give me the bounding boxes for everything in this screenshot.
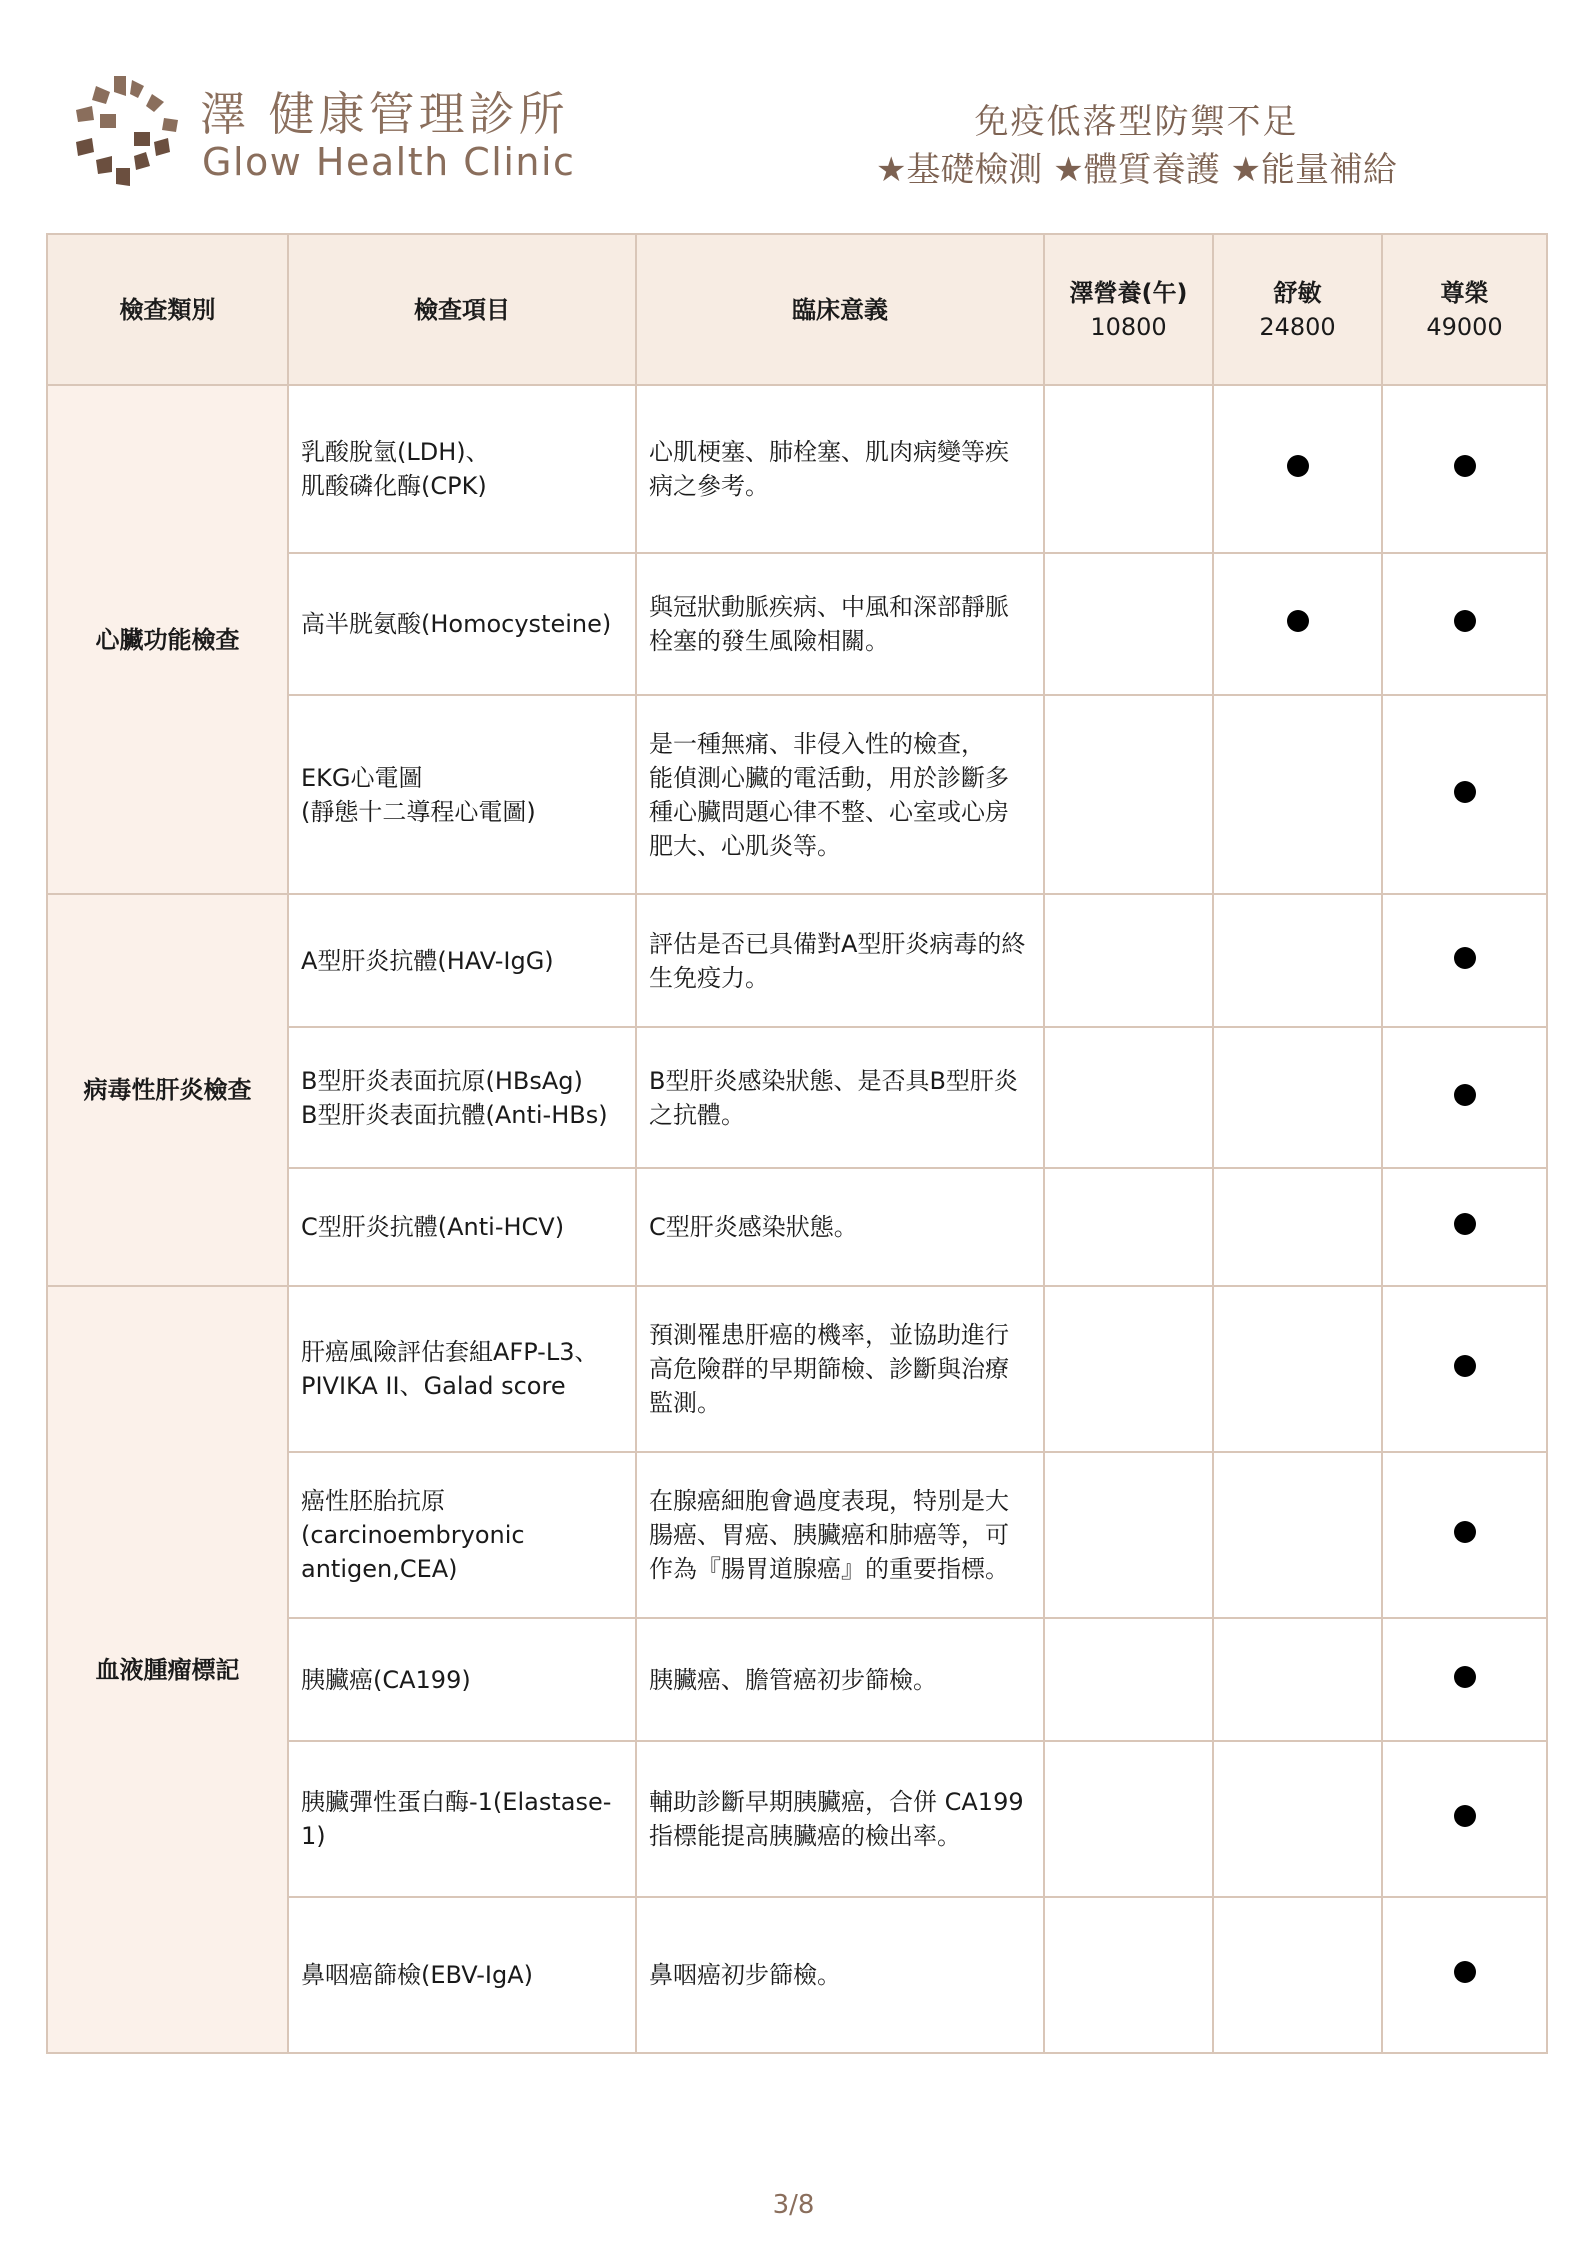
plan-3-inclusion-cell xyxy=(1382,894,1547,1027)
plan-3-inclusion-cell xyxy=(1382,553,1547,695)
included-dot-icon xyxy=(1287,610,1309,632)
plan-3-inclusion-cell xyxy=(1382,695,1547,894)
plan-3-inclusion-cell xyxy=(1382,1618,1547,1741)
exam-item-cell: EKG心電圖 (靜態十二導程心電圖) xyxy=(288,695,636,894)
plan-1-name: 澤營養(午) xyxy=(1069,278,1188,307)
exam-item-cell: B型肝炎表面抗原(HBsAg) B型肝炎表面抗體(Anti-HBs) xyxy=(288,1027,636,1168)
category-cell: 血液腫瘤標記 xyxy=(47,1286,288,2053)
plan-3-inclusion-cell xyxy=(1382,1027,1547,1168)
table-row xyxy=(47,385,1547,553)
clinical-meaning-cell: 胰臟癌、膽管癌初步篩檢。 xyxy=(636,1618,1044,1741)
plan-1-inclusion-cell xyxy=(1044,894,1213,1027)
clinic-name-english: Glow Health Clinic xyxy=(202,140,576,184)
plan-1-inclusion-cell xyxy=(1044,385,1213,553)
clinical-meaning-cell: 心肌梗塞、肺栓塞、肌肉病變等疾 病之參考。 xyxy=(636,385,1044,553)
clinical-meaning-cell: 是一種無痛、非侵入性的檢查， 能偵測心臟的電活動，用於診斷多 種心臟問題心律不整、心室或心房 肥大、心肌炎等。 xyxy=(636,695,1044,894)
header-plan-1 xyxy=(1044,234,1213,385)
tagline-line-1: 免疫低落型防禦不足 xyxy=(974,102,1299,142)
header-plan-3 xyxy=(1382,234,1547,385)
plan-2-inclusion-cell xyxy=(1213,1027,1382,1168)
plan-1-inclusion-cell xyxy=(1044,553,1213,695)
included-dot-icon xyxy=(1454,455,1476,477)
included-dot-icon xyxy=(1454,1084,1476,1106)
clinical-meaning-cell: 鼻咽癌初步篩檢。 xyxy=(636,1897,1044,2053)
included-dot-icon xyxy=(1454,610,1476,632)
header-plan-2 xyxy=(1213,234,1382,385)
tagline-line-2: ★基礎檢測 ★體質養護 ★能量補給 xyxy=(875,150,1397,190)
clinical-meaning-cell: B型肝炎感染狀態、是否具B型肝炎 之抗體。 xyxy=(636,1027,1044,1168)
plan-1-inclusion-cell xyxy=(1044,695,1213,894)
exam-item-cell: C型肝炎抗體(Anti-HCV) xyxy=(288,1168,636,1286)
page-header xyxy=(0,0,1587,220)
exam-item-cell: 鼻咽癌篩檢(EBV-IgA) xyxy=(288,1897,636,2053)
table-row xyxy=(47,1286,1547,1452)
package-tagline xyxy=(876,98,1397,194)
plan-3-inclusion-cell xyxy=(1382,1741,1547,1897)
clinical-meaning-cell: 在腺癌細胞會過度表現，特別是大 腸癌、胃癌、胰臟癌和肺癌等，可 作為『腸胃道腺癌』的重要指標。 xyxy=(636,1452,1044,1618)
page-number: 3/8 xyxy=(772,2190,815,2220)
clinic-logo-icon xyxy=(72,72,182,188)
exam-item-cell: 乳酸脫氫(LDH)、 肌酸磷化酶(CPK) xyxy=(288,385,636,553)
clinic-name-chinese: 澤 健康管理診所 xyxy=(200,87,569,141)
plan-2-inclusion-cell xyxy=(1213,1618,1382,1741)
plan-1-inclusion-cell xyxy=(1044,1741,1213,1897)
plan-1-inclusion-cell xyxy=(1044,1897,1213,2053)
plan-3-inclusion-cell xyxy=(1382,1452,1547,1618)
plan-1-price: 10800 xyxy=(1090,312,1167,341)
exam-item-cell: 胰臟彈性蛋白酶-1(Elastase-1) xyxy=(288,1741,636,1897)
plan-2-inclusion-cell xyxy=(1213,1168,1382,1286)
included-dot-icon xyxy=(1454,1805,1476,1827)
clinical-meaning-cell: 預測罹患肝癌的機率，並協助進行 高危險群的早期篩檢、診斷與治療 監測。 xyxy=(636,1286,1044,1452)
plan-1-inclusion-cell xyxy=(1044,1286,1213,1452)
table-body xyxy=(47,385,1547,2053)
plan-3-inclusion-cell xyxy=(1382,1168,1547,1286)
included-dot-icon xyxy=(1454,1355,1476,1377)
clinical-meaning-cell: C型肝炎感染狀態。 xyxy=(636,1168,1044,1286)
included-dot-icon xyxy=(1454,1521,1476,1543)
plan-2-inclusion-cell xyxy=(1213,894,1382,1027)
plan-2-inclusion-cell xyxy=(1213,1452,1382,1618)
included-dot-icon xyxy=(1454,947,1476,969)
plan-1-inclusion-cell xyxy=(1044,1452,1213,1618)
plan-2-inclusion-cell xyxy=(1213,385,1382,553)
included-dot-icon xyxy=(1454,1961,1476,1983)
clinical-meaning-cell: 評估是否已具備對A型肝炎病毒的終 生免疫力。 xyxy=(636,894,1044,1027)
category-cell: 心臟功能檢查 xyxy=(47,385,288,894)
exam-item-cell: 高半胱氨酸(Homocysteine) xyxy=(288,553,636,695)
header-category: 檢查類別 xyxy=(47,234,288,385)
table-row xyxy=(47,894,1547,1027)
plan-2-price: 24800 xyxy=(1259,312,1336,341)
included-dot-icon xyxy=(1454,1666,1476,1688)
plan-3-inclusion-cell xyxy=(1382,1286,1547,1452)
included-dot-icon xyxy=(1454,1213,1476,1235)
plan-3-name: 尊榮 xyxy=(1440,278,1489,307)
clinical-meaning-cell: 與冠狀動脈疾病、中風和深部靜脈 栓塞的發生風險相關。 xyxy=(636,553,1044,695)
plan-1-inclusion-cell xyxy=(1044,1618,1213,1741)
plan-1-inclusion-cell xyxy=(1044,1168,1213,1286)
table-header-row xyxy=(47,234,1547,385)
exam-table xyxy=(46,233,1548,2054)
plan-3-inclusion-cell xyxy=(1382,1897,1547,2053)
exam-item-cell: 胰臟癌(CA199) xyxy=(288,1618,636,1741)
included-dot-icon xyxy=(1287,455,1309,477)
exam-item-cell: 肝癌風險評估套組AFP-L3、 PIVIKA II、Galad score xyxy=(288,1286,636,1452)
plan-2-inclusion-cell xyxy=(1213,1286,1382,1452)
plan-2-name: 舒敏 xyxy=(1273,278,1322,307)
plan-1-inclusion-cell xyxy=(1044,1027,1213,1168)
plan-2-inclusion-cell xyxy=(1213,553,1382,695)
header-item: 檢查項目 xyxy=(288,234,636,385)
plan-2-inclusion-cell xyxy=(1213,695,1382,894)
included-dot-icon xyxy=(1454,781,1476,803)
plan-2-inclusion-cell xyxy=(1213,1897,1382,2053)
clinical-meaning-cell: 輔助診斷早期胰臟癌，合併 CA199 指標能提高胰臟癌的檢出率。 xyxy=(636,1741,1044,1897)
plan-2-inclusion-cell xyxy=(1213,1741,1382,1897)
plan-3-price: 49000 xyxy=(1426,312,1503,341)
header-meaning: 臨床意義 xyxy=(636,234,1044,385)
exam-item-cell: A型肝炎抗體(HAV-IgG) xyxy=(288,894,636,1027)
exam-item-cell: 癌性胚胎抗原 (carcinoembryonic antigen,CEA) xyxy=(288,1452,636,1618)
category-cell: 病毒性肝炎檢查 xyxy=(47,894,288,1286)
plan-3-inclusion-cell xyxy=(1382,385,1547,553)
